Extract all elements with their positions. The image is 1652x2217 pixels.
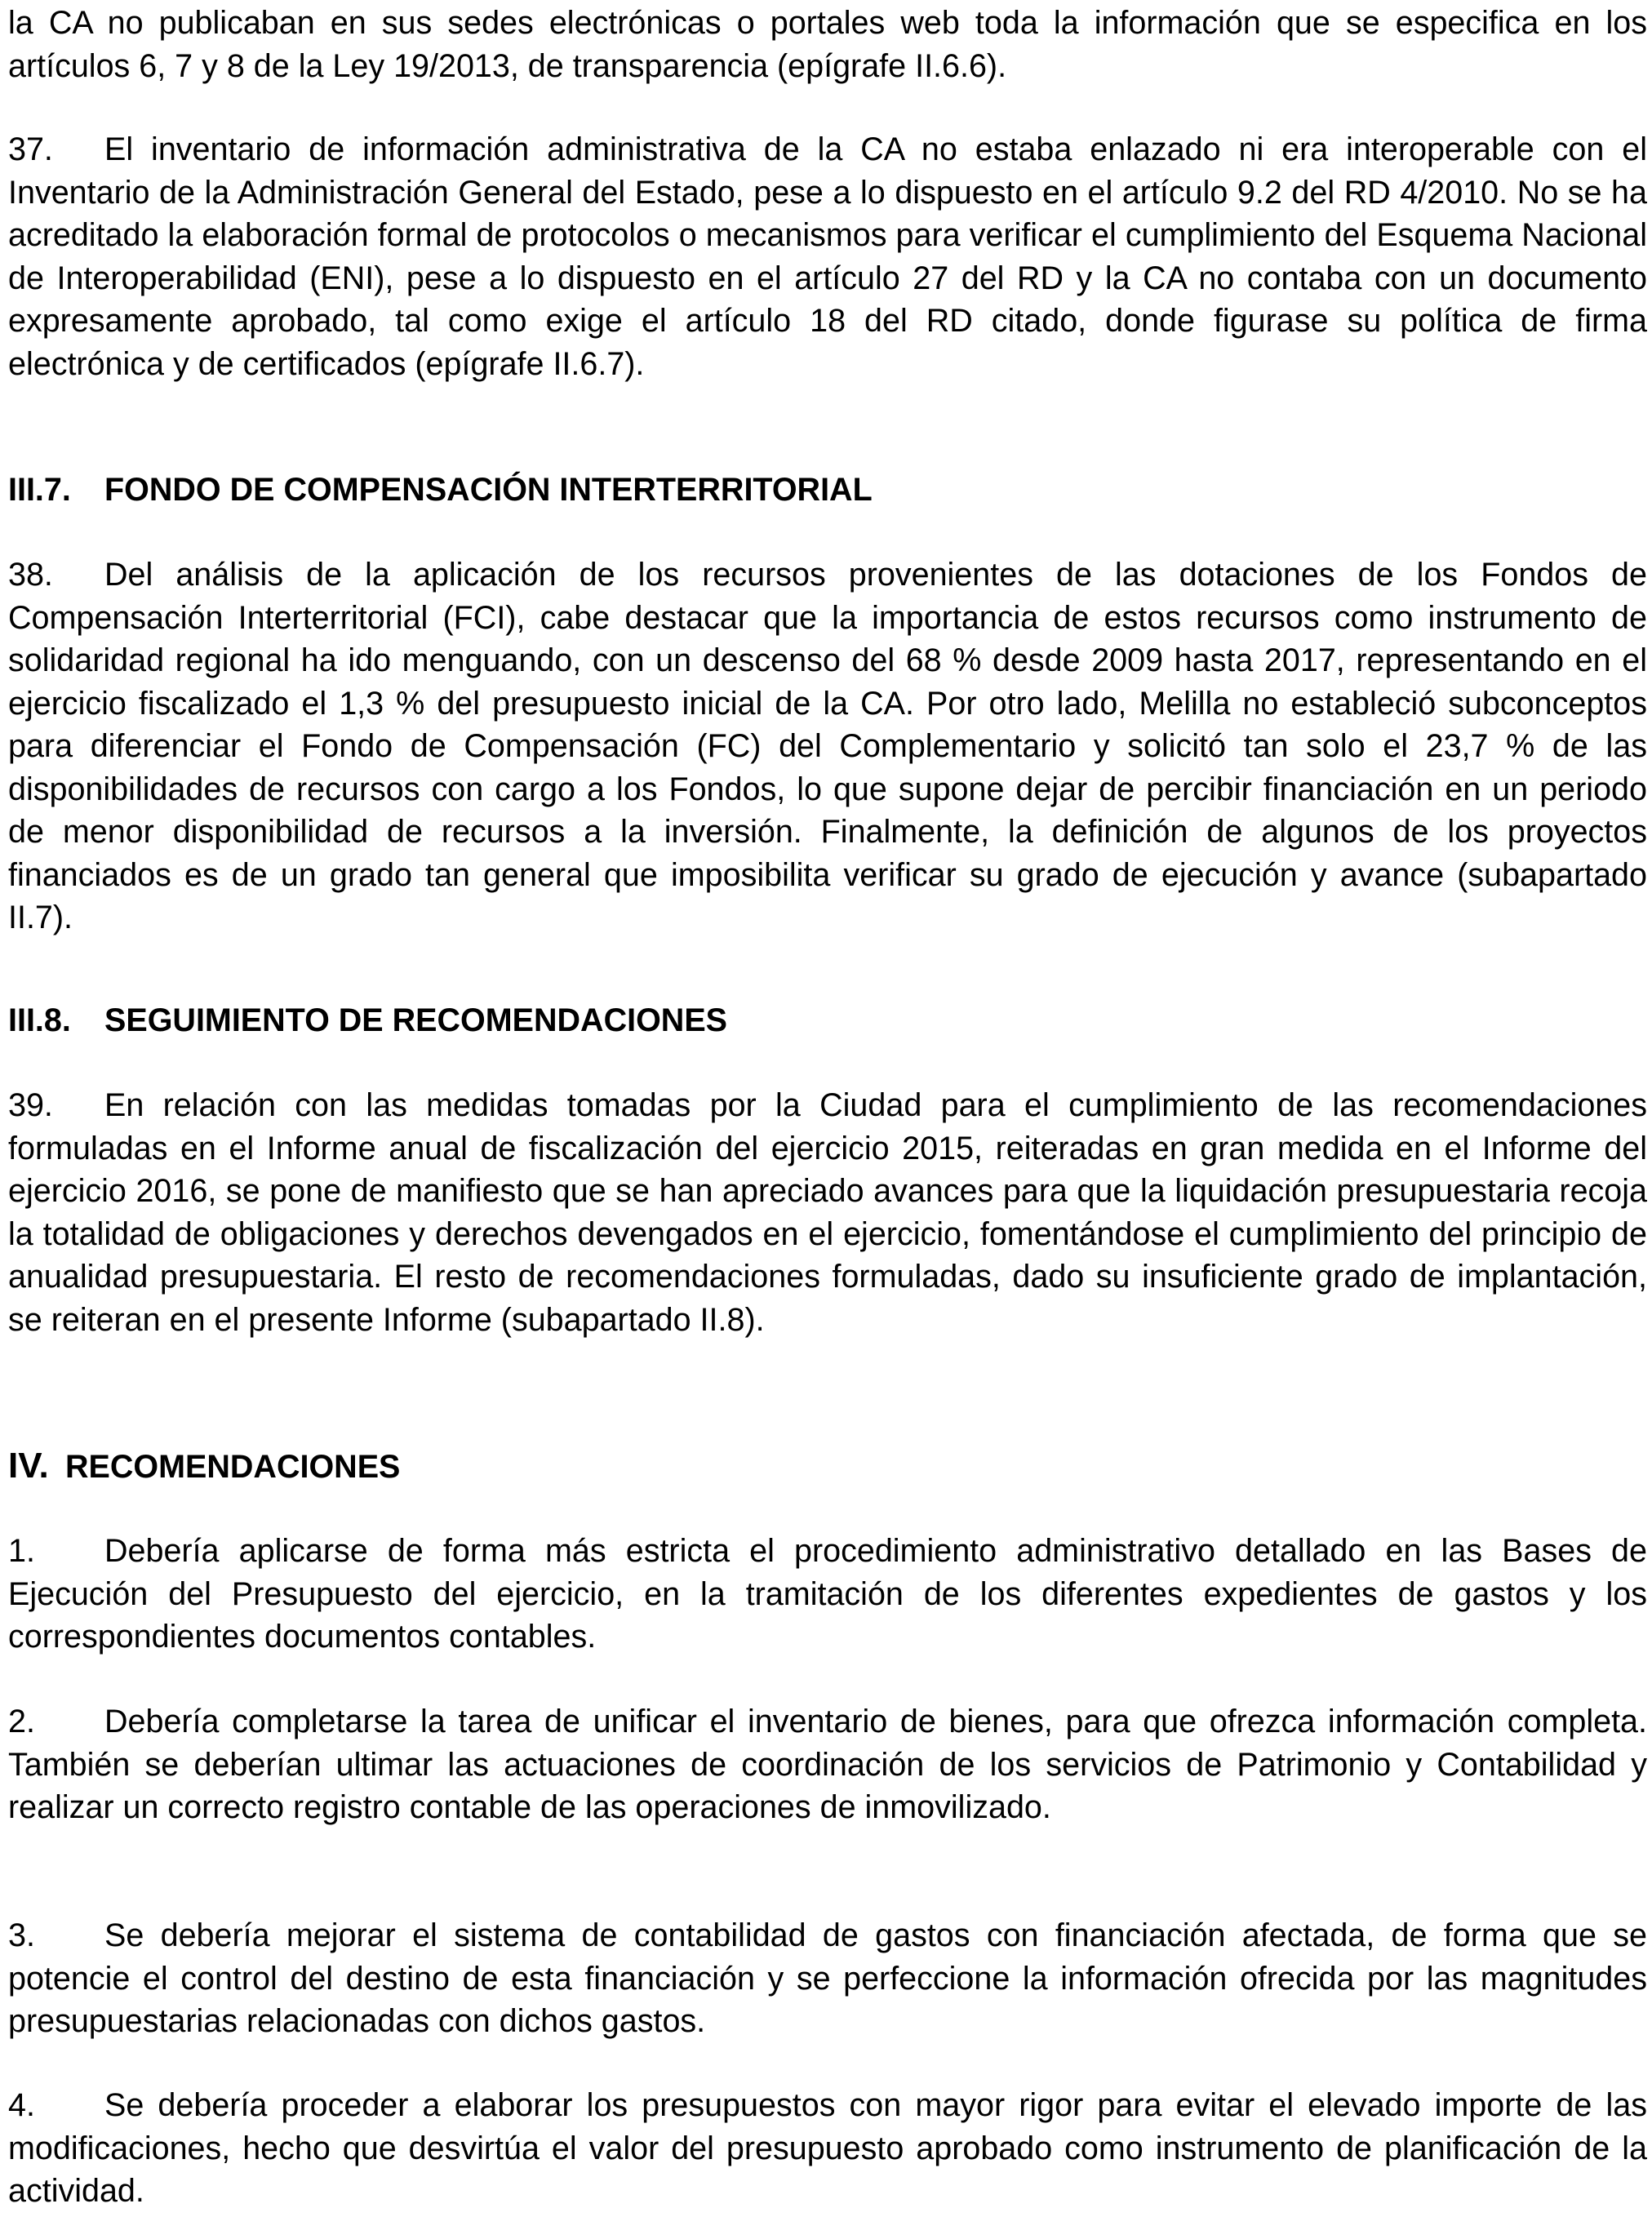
paragraph-number: 37. bbox=[8, 131, 53, 167]
recommendation-number: 2. bbox=[8, 1704, 35, 1739]
section-heading-iii8 bbox=[8, 999, 727, 1042]
recommendation-2 bbox=[8, 1700, 1647, 1829]
paragraph-intro bbox=[8, 2, 1647, 87]
section-number: IV. bbox=[8, 1446, 49, 1486]
paragraph-text: Del análisis de la aplicación de los recursos provenientes de las dotaciones de los Fondos de Compensación Interterritorial (FCI), cabe destacar que la importancia de estos recursos como instrumento de solidaridad regional ha ido menguando, con un descenso del 68 % desde 2009 hasta 2017, representando en el ejercicio fiscalizado el 1,3 % del presupuesto inicial de la CA. Por otro lado, Melilla no estableció subconceptos para diferenciar el Fondo de Compensación (FC) del Complementario y solicitó tan solo el 23,7 % de las disponibilidades de recursos con cargo a los Fondos, lo que supone dejar de percibir financiación en un periodo de menor disponibilidad de recursos a la inversión. Finalmente, la definición de algunos de los proyectos financiados es de un grado tan general que imposibilita verificar su grado de ejecución y avance (subapartado II.7). bbox=[8, 557, 1647, 935]
recommendation-text: Se debería mejorar el sistema de contabilidad de gastos con financiación afectada, de forma que se potencie el control del destino de esta financiación y se perfeccione la información ofrecida por las magnitudes presupuestarias relacionadas con dichos gastos. bbox=[8, 1917, 1647, 2039]
recommendation-1 bbox=[8, 1530, 1647, 1659]
paragraph-text: la CA no publicaban en sus sedes electrónicas o portales web toda la información que se especifica en los artículos 6, 7 y 8 de la Ley 19/2013, de transparencia (epígrafe II.6.6). bbox=[8, 5, 1647, 84]
recommendation-text: Debería aplicarse de forma más estricta el procedimiento administrativo detallado en las Bases de Ejecución del Presupuesto del ejercicio, en la tramitación de los diferentes expedientes de gastos y los correspondientes documentos contables. bbox=[8, 1533, 1647, 1655]
recommendation-number: 3. bbox=[8, 1917, 35, 1953]
recommendation-4 bbox=[8, 2084, 1647, 2213]
paragraph-37 bbox=[8, 128, 1647, 385]
section-number: III.7. bbox=[8, 472, 71, 508]
recommendation-text: Debería completarse la tarea de unificar el inventario de bienes, para que ofrezca información completa. También se deberían ultimar las actuaciones de coordinación de los servicios de Patrimonio y Contabilidad y realizar un correcto registro contable de las operaciones de inmovilizado. bbox=[8, 1704, 1647, 1825]
recommendation-number: 4. bbox=[8, 2087, 35, 2123]
paragraph-text: En relación con las medidas tomadas por la Ciudad para el cumplimiento de las recomendaciones formuladas en el Informe anual de fiscalización del ejercicio 2015, reiteradas en gran medida en el Informe del ejercicio 2016, se pone de manifiesto que se han apreciado avances para que la liquidación presupuestaria recoja la totalidad de obligaciones y derechos devengados en el ejercicio, fomentándose el cumplimiento del principio de anualidad presupuestaria. El resto de recomendaciones formuladas, dado su insuficiente grado de implantación, se reiteran en el presente Informe (subapartado II.8). bbox=[8, 1087, 1647, 1338]
paragraph-number: 39. bbox=[8, 1087, 53, 1123]
paragraph-text: El inventario de información administrativa de la CA no estaba enlazado ni era interoperable con el Inventario de la Administración General del Estado, pese a lo dispuesto en el artículo 9.2 del RD 4/2010. No se ha acreditado la elaboración formal de protocolos o mecanismos para verificar el cumplimiento del Esquema Nacional de Interoperabilidad (ENI), pese a lo dispuesto en el artículo 27 del RD y la CA no contaba con un documento expresamente aprobado, tal como exige el artículo 18 del RD citado, donde figurase su política de firma electrónica y de certificados (epígrafe II.6.7). bbox=[8, 131, 1647, 382]
section-title: FONDO DE COMPENSACIÓN INTERTERRITORIAL bbox=[104, 472, 873, 508]
paragraph-39 bbox=[8, 1084, 1647, 1341]
section-number: III.8. bbox=[8, 1002, 71, 1038]
recommendation-number: 1. bbox=[8, 1533, 35, 1569]
section-title: RECOMENDACIONES bbox=[65, 1449, 401, 1485]
section-heading-iv bbox=[8, 1445, 400, 1489]
section-heading-iii7 bbox=[8, 469, 873, 512]
paragraph-number: 38. bbox=[8, 557, 53, 593]
recommendation-text: Se debería proceder a elaborar los presupuestos con mayor rigor para evitar el elevado importe de las modificaciones, hecho que desvirtúa el valor del presupuesto aprobado como instrumento de planificación de la actividad. bbox=[8, 2087, 1647, 2209]
section-title: SEGUIMIENTO DE RECOMENDACIONES bbox=[104, 1002, 728, 1038]
paragraph-38 bbox=[8, 553, 1647, 940]
recommendation-3 bbox=[8, 1914, 1647, 2043]
